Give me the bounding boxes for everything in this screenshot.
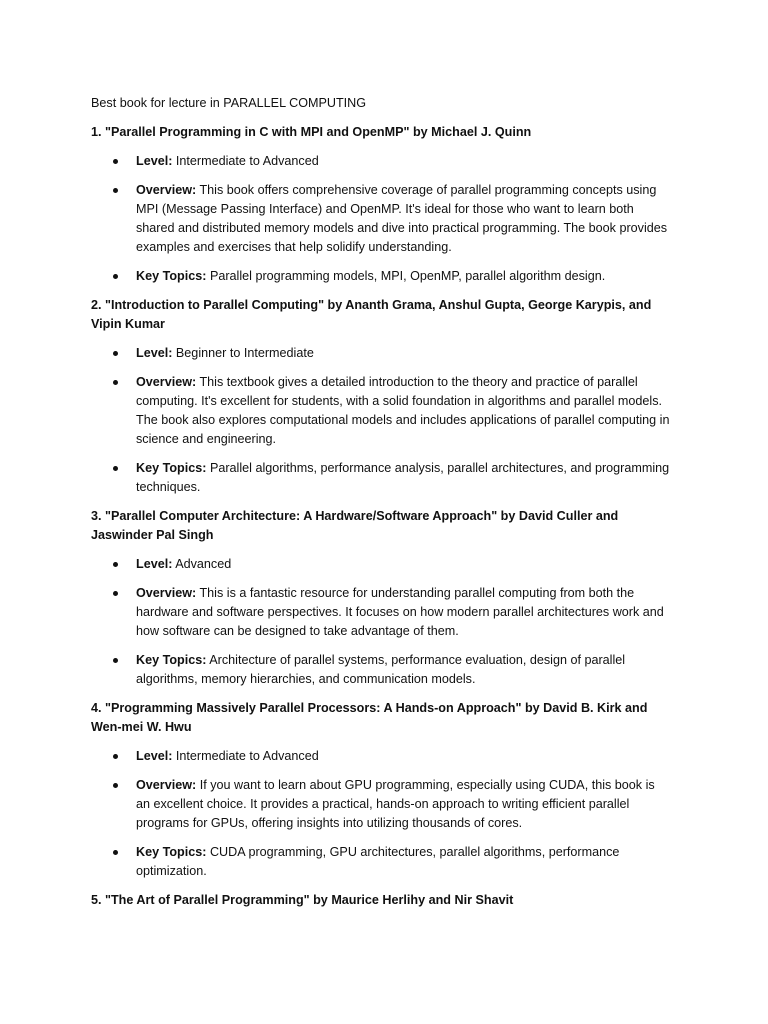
detail-text: This book offers comprehensive coverage of parallel programming concepts using MPI (Message Passing Interface) and OpenMP. It's ideal for those who want to learn both shared and distributed memory models and dive into practical programming. The book provides examples and exercises that help solidify understanding. bbox=[136, 183, 668, 254]
document-intro: Best book for lecture in PARALLEL COMPUTING bbox=[91, 96, 367, 110]
detail-text: Architecture of parallel systems, performance evaluation, design of parallel algorithms, memory hierarchies, and communication models. bbox=[136, 653, 626, 686]
detail-label: Overview: bbox=[136, 586, 197, 600]
book-section-3 bbox=[91, 507, 672, 689]
book-details-list bbox=[91, 747, 672, 881]
book-detail-level bbox=[91, 152, 672, 171]
book-detail-level bbox=[91, 344, 672, 363]
book-section-4 bbox=[91, 699, 672, 881]
detail-text: Parallel algorithms, performance analysis, parallel architectures, and programming techniques. bbox=[136, 461, 670, 494]
detail-text: Advanced bbox=[172, 557, 232, 571]
detail-text: CUDA programming, GPU architectures, parallel algorithms, performance optimization. bbox=[136, 845, 620, 878]
detail-text: Intermediate to Advanced bbox=[172, 749, 319, 763]
detail-text: This textbook gives a detailed introduction to the theory and practice of parallel computing. It's excellent for students, with a solid foundation in algorithms and parallel models. The book also explores computational models and includes applications of parallel computing in science and engineering. bbox=[136, 375, 670, 446]
book-detail-overview bbox=[91, 584, 672, 641]
book-title: 2. "Introduction to Parallel Computing" by Ananth Grama, Anshul Gupta, George Karypis, and Vipin Kumar bbox=[91, 298, 652, 331]
book-details-list bbox=[91, 152, 672, 286]
book-detail-overview bbox=[91, 776, 672, 833]
book-detail-key-topics bbox=[91, 843, 672, 881]
detail-label: Overview: bbox=[136, 778, 197, 792]
book-detail-key-topics bbox=[91, 651, 672, 689]
book-title: 3. "Parallel Computer Architecture: A Hardware/Software Approach" by David Culler and Jaswinder Pal Singh bbox=[91, 509, 619, 542]
detail-label: Overview: bbox=[136, 183, 197, 197]
book-details-list bbox=[91, 344, 672, 497]
detail-label: Level: bbox=[136, 749, 173, 763]
detail-label: Key Topics: bbox=[136, 269, 207, 283]
detail-label: Key Topics: bbox=[136, 845, 207, 859]
detail-label: Key Topics: bbox=[136, 653, 207, 667]
book-detail-level bbox=[91, 555, 672, 574]
book-detail-key-topics bbox=[91, 459, 672, 497]
detail-text: Beginner to Intermediate bbox=[172, 346, 314, 360]
book-section-2 bbox=[91, 296, 672, 497]
detail-label: Level: bbox=[136, 557, 173, 571]
detail-text: Parallel programming models, MPI, OpenMP, parallel algorithm design. bbox=[206, 269, 606, 283]
book-section-1 bbox=[91, 123, 672, 286]
detail-text: This is a fantastic resource for understanding parallel computing from both the hardware and software perspectives. It focuses on how modern parallel architectures work and how software can be designed to take advantage of them. bbox=[136, 586, 664, 638]
book-detail-overview bbox=[91, 181, 672, 257]
book-title: 4. "Programming Massively Parallel Processors: A Hands-on Approach" by David B. Kirk and Wen-mei W. Hwu bbox=[91, 701, 648, 734]
book-title: 1. "Parallel Programming in C with MPI and OpenMP" by Michael J. Quinn bbox=[91, 125, 532, 139]
detail-label: Overview: bbox=[136, 375, 197, 389]
book-detail-overview bbox=[91, 373, 672, 449]
book-details-list bbox=[91, 555, 672, 689]
detail-label: Level: bbox=[136, 154, 173, 168]
detail-text: Intermediate to Advanced bbox=[172, 154, 319, 168]
detail-text: If you want to learn about GPU programming, especially using CUDA, this book is an excellent choice. It provides a practical, hands-on approach to writing efficient parallel programs for GPUs, offering insights into utilizing thousands of cores. bbox=[136, 778, 655, 830]
detail-label: Level: bbox=[136, 346, 173, 360]
book-section-5 bbox=[91, 891, 672, 910]
detail-label: Key Topics: bbox=[136, 461, 207, 475]
book-detail-key-topics bbox=[91, 267, 672, 286]
book-detail-level bbox=[91, 747, 672, 766]
book-title: 5. "The Art of Parallel Programming" by Maurice Herlihy and Nir Shavit bbox=[91, 893, 514, 907]
